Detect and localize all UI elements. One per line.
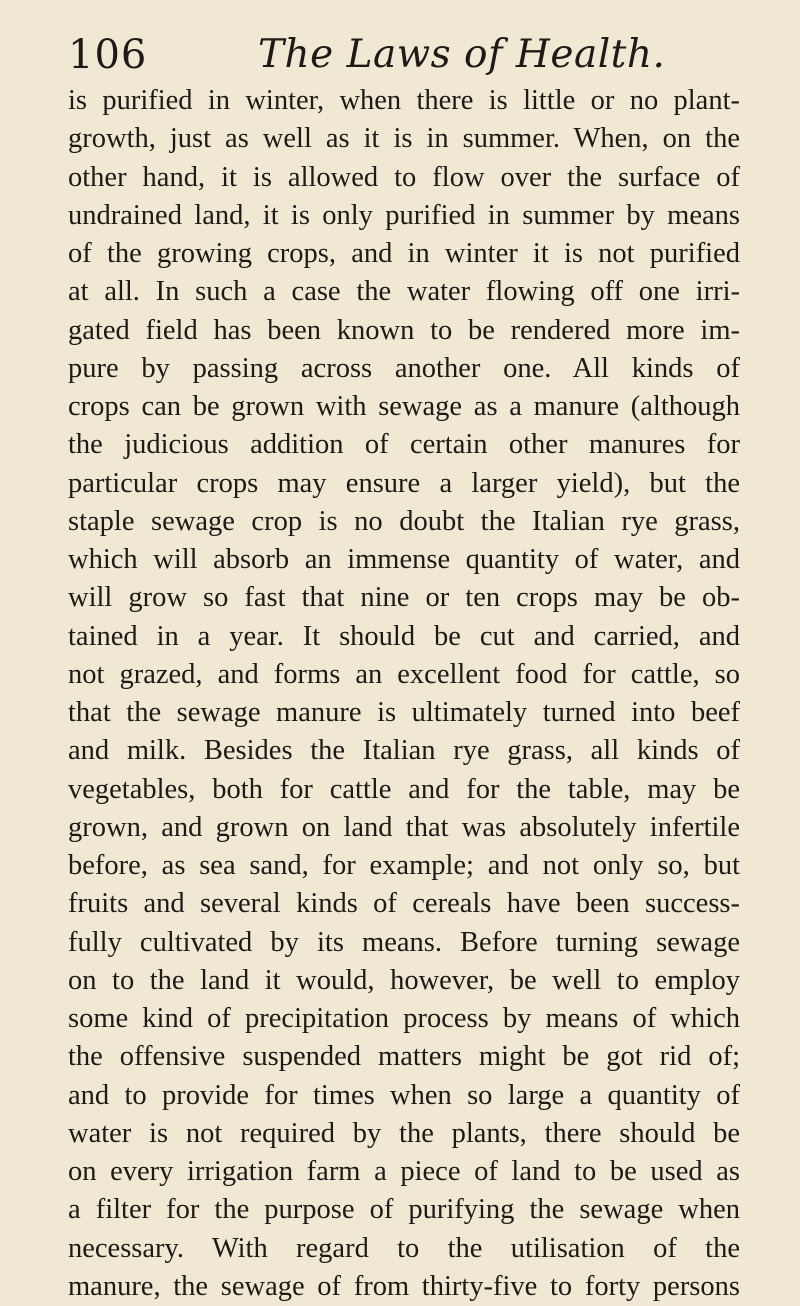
text-line: is purified in winter, when there is little or no plant- bbox=[68, 85, 740, 116]
text-line: particular crops may ensure a larger yield), but the bbox=[68, 467, 740, 499]
text-line: will grow so fast that nine or ten crops may be ob- bbox=[68, 582, 740, 614]
text-line: the offensive suspended matters might be got rid of; bbox=[68, 1041, 740, 1073]
text-line: the judicious addition of certain other manures for bbox=[68, 429, 740, 461]
text-line: tained in a year. It should be cut and carried, and bbox=[68, 620, 740, 652]
body-text bbox=[68, 82, 740, 1306]
text-line: on to the land it would, however, be well to employ bbox=[68, 964, 740, 996]
text-line: manure, the sewage of from thirty-five to forty persons bbox=[68, 1270, 740, 1302]
text-line: growth, just as well as it is in summer. When, on the bbox=[68, 123, 740, 155]
text-line: fruits and several kinds of cereals have been success- bbox=[68, 888, 740, 920]
text-line: other hand, it is allowed to flow over the surface of bbox=[68, 161, 740, 193]
text-line: and to provide for times when so large a quantity of bbox=[68, 1079, 740, 1111]
text-line: which will absorb an immense quantity of water, and bbox=[68, 544, 740, 575]
text-line: water is not required by the plants, there should be bbox=[68, 1117, 740, 1149]
text-line: grown, and grown on land that was absolutely infertile bbox=[68, 811, 740, 843]
text-line: necessary. With regard to the utilisation of the bbox=[68, 1232, 740, 1264]
text-line: before, as sea sand, for example; and not only so, but bbox=[68, 850, 740, 881]
text-line: gated field has been known to be rendered more im- bbox=[68, 314, 740, 346]
text-line: pure by passing across another one. All kinds of bbox=[68, 352, 740, 384]
text-line: at all. In such a case the water flowing off one irri- bbox=[68, 276, 740, 308]
text-line: of the growing crops, and in winter it is not purified bbox=[68, 238, 740, 269]
text-line: some kind of precipitation process by means of which bbox=[68, 1003, 740, 1034]
page-number: 106 bbox=[68, 32, 148, 78]
text-line: that the sewage manure is ultimately turned into beef bbox=[68, 697, 740, 728]
text-line: staple sewage crop is no doubt the Italian rye grass, bbox=[68, 505, 740, 537]
text-line: crops can be grown with sewage as a manure (although bbox=[68, 391, 740, 422]
text-line: undrained land, it is only purified in summer by means bbox=[68, 199, 740, 231]
text-line: a filter for the purpose of purifying the sewage when bbox=[68, 1194, 740, 1226]
text-line: not grazed, and forms an excellent food for cattle, so bbox=[68, 658, 740, 690]
text-line: vegetables, both for cattle and for the table, may be bbox=[68, 773, 740, 805]
page-header bbox=[68, 30, 738, 80]
running-title: The Laws of Health. bbox=[258, 32, 666, 77]
text-line: on every irrigation farm a piece of land to be used as bbox=[68, 1156, 740, 1187]
text-line: fully cultivated by its means. Before turning sewage bbox=[68, 926, 740, 958]
text-line: and milk. Besides the Italian rye grass, all kinds of bbox=[68, 735, 740, 767]
